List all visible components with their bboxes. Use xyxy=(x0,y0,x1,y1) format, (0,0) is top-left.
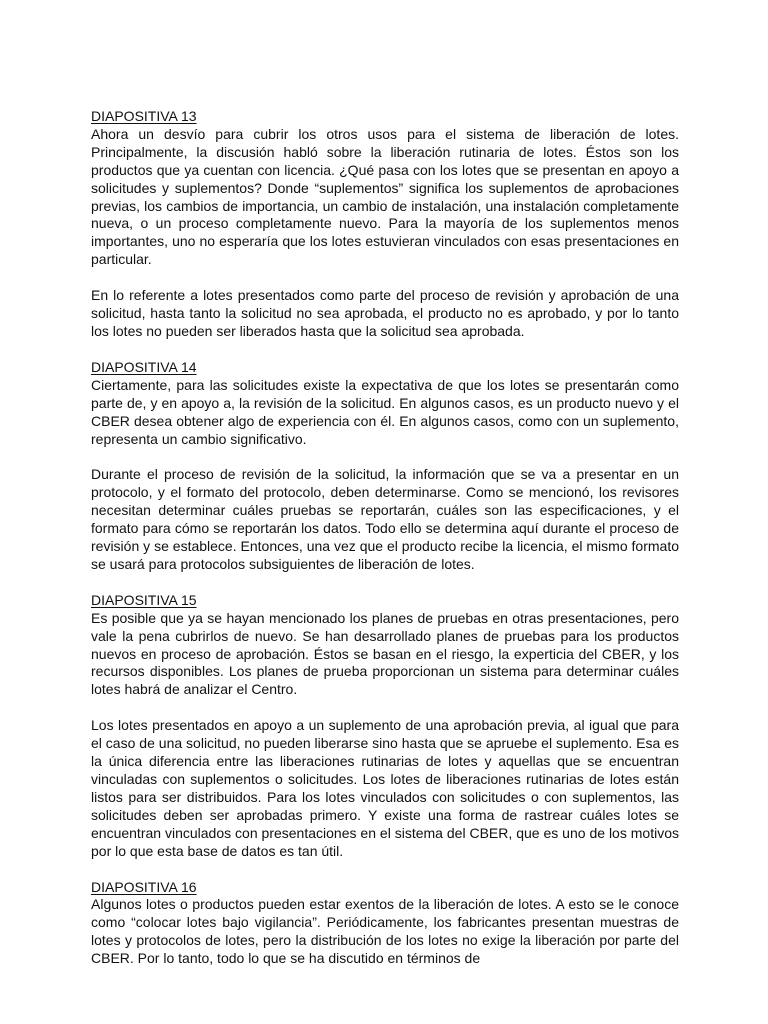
paragraph: Algunos lotes o productos pueden estar exentos de la liberación de lotes. A esto se le conoce como “colocar lotes bajo vigilancia”. Periódicamente, los fabricantes presentan muestras de lotes y protocolos de lotes, pero la distribución de los lotes no exige la liberación por parte del CBER. Por lo tanto, todo lo que se ha discutido en términos de xyxy=(91,896,679,967)
paragraph: Los lotes presentados en apoyo a un suplemento de una aprobación previa, al igual que para el caso de una solicitud, no pueden liberarse sino hasta que se apruebe el suplemento. Esa es la única diferencia entre las liberaciones rutinarias de lotes y aquellas que se encuentran vinculadas con suplementos o solicitudes. Los lotes de liberaciones rutinarias de lotes están listos para ser distribuidos. Para los lotes vinculados con solicitudes o con suplementos, las solicitudes deben ser aprobadas primero. Y existe una forma de rastrear cuáles lotes se encuentran vinculados con presentaciones en el sistema del CBER, que es uno de los motivos por lo que esta base de datos es tan útil. xyxy=(91,717,679,859)
section-heading: DIAPOSITIVA 13 xyxy=(91,108,197,124)
paragraph: En lo referente a lotes presentados como parte del proceso de revisión y aprobación de una solicitud, hasta tanto la solicitud no sea aprobada, el producto no es aprobado, y por lo tanto los lotes no pueden ser liberados hasta que la solicitud sea aprobada. xyxy=(91,287,679,339)
section-slide-13 xyxy=(91,108,679,341)
paragraph: Es posible que ya se hayan mencionado los planes de pruebas en otras presentaciones, pero vale la pena cubrirlos de nuevo. Se han desarrollado planes de pruebas para los productos nuevos en proceso de aprobación. Éstos se basan en el riesgo, la experticia del CBER, y los recursos disponibles. Los planes de prueba proporcionan un sistema para determinar cuáles lotes habrá de analizar el Centro. xyxy=(91,609,679,698)
section-slide-14 xyxy=(91,359,679,574)
section-heading: DIAPOSITIVA 15 xyxy=(91,591,197,608)
section-heading: DIAPOSITIVA 16 xyxy=(91,878,197,895)
section-heading: DIAPOSITIVA 14 xyxy=(91,358,197,375)
paragraph: Durante el proceso de revisión de la solicitud, la información que se va a presentar en un protocolo, y el formato del protocolo, deben determinarse. Como se mencionó, los revisores necesitan determinar cuáles pruebas se reportarán, cuáles son las especificaciones, y el formato para cómo se reportarán los datos. Todo ello se determina aquí durante el proceso de revisión y se establece. Entonces, una vez que el producto recibe la licencia, el mismo formato se usará para protocolos subsiguientes de liberación de lotes. xyxy=(91,466,679,572)
section-slide-15 xyxy=(91,592,679,861)
section-slide-16 xyxy=(91,879,679,969)
document-page xyxy=(91,108,679,968)
paragraph: Ciertamente, para las solicitudes existe la expectativa de que los lotes se presentarán como parte de, y en apoyo a, la revisión de la solicitud. En algunos casos, es un producto nuevo y el CBER desea obtener algo de experiencia con él. En algunos casos, como con un suplemento, representa un cambio significativo. xyxy=(91,376,679,447)
paragraph: Ahora un desvío para cubrir los otros usos para el sistema de liberación de lotes. Principalmente, la discusión habló sobre la liberación rutinaria de lotes. Éstos son los productos que ya cuentan con licencia. ¿Qué pasa con los lotes que se presentan en apoyo a solicitudes y suplementos? Donde “suplementos” significa los suplementos de aprobaciones previas, los cambios de importancia, un cambio de instalación, una instalación completamente nueva, o un proceso completamente nuevo. Para la mayoría de los suplementos menos importantes, uno no esperaría que los lotes estuvieran vinculados con esas presentaciones en particular. xyxy=(91,125,679,268)
